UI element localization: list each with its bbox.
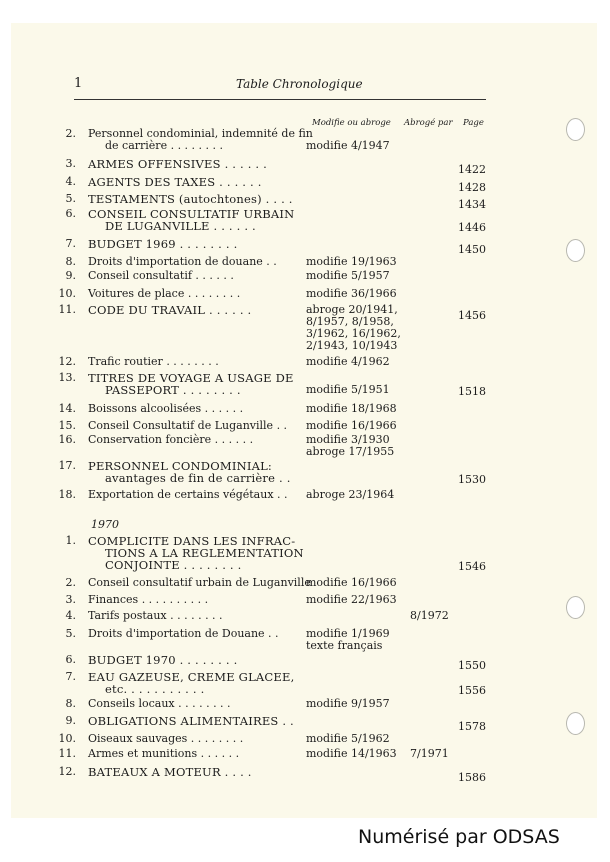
entry-page: 1546 <box>458 560 486 573</box>
entry-title: Voitures de place . . . . . . . . <box>88 287 241 300</box>
entry-page: 1518 <box>458 385 486 398</box>
entry-number: 10. <box>58 732 76 745</box>
entry-number: 3. <box>65 157 76 170</box>
entry-title: avantages de fin de carrière . . <box>105 471 291 485</box>
entry-title: Droits d'importation de douane . . <box>88 255 277 268</box>
entry-title: de carrière . . . . . . . . <box>105 139 224 152</box>
header-rule <box>74 99 486 100</box>
entry-title: AGENTS DES TAXES . . . . . . <box>88 175 262 189</box>
entry-title: Conseils locaux . . . . . . . . <box>88 697 231 710</box>
punch-hole-icon <box>566 118 585 141</box>
entry-number: 11. <box>58 303 76 316</box>
entry-number: 12. <box>58 765 76 778</box>
entry-title: Conservation foncière . . . . . . <box>88 433 254 446</box>
entry-title: TITRES DE VOYAGE A USAGE DE <box>88 371 294 385</box>
year-heading: 1970 <box>91 518 119 531</box>
entry-title: etc. . . . . . . . . . . <box>105 682 205 696</box>
entry-number: 6. <box>65 653 76 666</box>
entry-title: Conseil consultatif . . . . . . <box>88 269 234 282</box>
entry-page: 1450 <box>458 243 486 256</box>
entry-modified: abroge 17/1955 <box>306 445 395 458</box>
punch-hole-icon <box>566 239 585 262</box>
punch-hole-icon <box>566 596 585 619</box>
entry-title: Finances . . . . . . . . . . <box>88 593 209 606</box>
entry-modified: abroge 23/1964 <box>306 488 395 501</box>
entry-page: 1446 <box>458 221 486 234</box>
column-header-repealed: Abrogé par <box>404 118 453 128</box>
entry-title: CODE DU TRAVAIL . . . . . . <box>88 303 252 317</box>
entry-number: 2. <box>65 127 76 140</box>
entry-title: OBLIGATIONS ALIMENTAIRES . . <box>88 714 294 728</box>
entry-page: 1428 <box>458 181 486 194</box>
entry-title: EAU GAZEUSE, CREME GLACEE, <box>88 670 295 684</box>
entry-number: 7. <box>65 237 76 250</box>
entry-title: TESTAMENTS (autochtones) . . . . <box>88 192 293 206</box>
entry-number: 1. <box>65 534 76 547</box>
column-header-page: Page <box>463 118 484 128</box>
entry-page: 1550 <box>458 659 486 672</box>
entry-page: 1578 <box>458 720 486 733</box>
punch-hole-icon <box>566 712 585 735</box>
entry-title: Exportation de certains végétaux . . <box>88 488 288 501</box>
entry-number: 8. <box>65 255 76 268</box>
entry-modified: abroge 20/1941, <box>306 303 398 316</box>
entry-title: PERSONNEL CONDOMINIAL: <box>88 459 272 473</box>
entry-modified: modifie 9/1957 <box>306 697 390 710</box>
entry-title: Conseil Consultatif de Luganville . . <box>88 419 288 432</box>
entry-number: 3. <box>65 593 76 606</box>
entry-number: 4. <box>65 175 76 188</box>
entry-modified: 2/1943, 10/1943 <box>306 339 398 352</box>
entry-title: Conseil consultatif urbain de Luganville <box>88 576 311 589</box>
entry-number: 6. <box>65 207 76 220</box>
entry-title: Oiseaux sauvages . . . . . . . . <box>88 732 244 745</box>
entry-page: 1434 <box>458 198 486 211</box>
entry-number: 4. <box>65 609 76 622</box>
entry-number: 16. <box>58 433 76 446</box>
entry-modified: modifie 4/1962 <box>306 355 390 368</box>
entry-modified: modifie 19/1963 <box>306 255 397 268</box>
entry-modified: modifie 5/1957 <box>306 269 390 282</box>
entry-title: PASSEPORT . . . . . . . . <box>105 383 241 397</box>
entry-number: 9. <box>65 714 76 727</box>
entry-number: 5. <box>65 192 76 205</box>
entry-number: 2. <box>65 576 76 589</box>
entry-title: CONSEIL CONSULTATIF URBAIN <box>88 207 295 221</box>
entry-modified: 3/1962, 16/1962, <box>306 327 401 340</box>
entry-modified: modifie 22/1963 <box>306 593 397 606</box>
entry-title: Armes et munitions . . . . . . <box>88 747 240 760</box>
entry-modified: 8/1957, 8/1958, <box>306 315 394 328</box>
entry-number: 10. <box>58 287 76 300</box>
entry-number: 13. <box>58 371 76 384</box>
entry-modified: modifie 4/1947 <box>306 139 390 152</box>
digitization-credit: Numérisé par ODSAS <box>358 826 560 848</box>
entry-number: 15. <box>58 419 76 432</box>
entry-number: 18. <box>58 488 76 501</box>
entry-title: Tarifs postaux . . . . . . . . <box>88 609 223 622</box>
entry-title: Personnel condominial, indemnité de fin <box>88 127 313 140</box>
column-header-modified: Modifie ou abroge <box>312 118 391 128</box>
entry-modified: modifie 3/1930 <box>306 433 390 446</box>
entry-modified: modifie 16/1966 <box>306 576 397 589</box>
entry-title: BUDGET 1970 . . . . . . . . <box>88 653 238 667</box>
entry-repealed: 7/1971 <box>410 747 449 760</box>
entry-modified: modifie 14/1963 <box>306 747 397 760</box>
entry-title: BATEAUX A MOTEUR . . . . <box>88 765 252 779</box>
entry-number: 17. <box>58 459 76 472</box>
entry-title: DE LUGANVILLE . . . . . . <box>105 219 256 233</box>
entry-modified: modifie 18/1968 <box>306 402 397 415</box>
entry-modified: modifie 1/1969 <box>306 627 390 640</box>
entry-modified: modifie 5/1951 <box>306 383 390 396</box>
entry-number: 8. <box>65 697 76 710</box>
running-title: Table Chronologique <box>236 77 363 91</box>
entry-title: Droits d'importation de Douane . . <box>88 627 279 640</box>
entry-number: 11. <box>58 747 76 760</box>
entry-title: Boissons alcoolisées . . . . . . <box>88 402 244 415</box>
entry-title: TIONS A LA REGLEMENTATION <box>105 546 304 560</box>
entry-repealed: 8/1972 <box>410 609 449 622</box>
entry-page: 1556 <box>458 684 486 697</box>
page-number: 1 <box>74 76 83 91</box>
entry-page: 1586 <box>458 771 486 784</box>
entry-modified: modifie 36/1966 <box>306 287 397 300</box>
entry-number: 7. <box>65 670 76 683</box>
entry-title: Trafic routier . . . . . . . . <box>88 355 219 368</box>
entry-modified: texte français <box>306 639 383 652</box>
entry-title: ARMES OFFENSIVES . . . . . . <box>88 157 267 171</box>
entry-title: CONJOINTE . . . . . . . . <box>105 558 242 572</box>
entry-title: COMPLICITE DANS LES INFRAC- <box>88 534 296 548</box>
entry-number: 5. <box>65 627 76 640</box>
entry-number: 14. <box>58 402 76 415</box>
entry-number: 12. <box>58 355 76 368</box>
entry-modified: modifie 5/1962 <box>306 732 390 745</box>
entry-modified: modifie 16/1966 <box>306 419 397 432</box>
entry-number: 9. <box>65 269 76 282</box>
entry-page: 1530 <box>458 473 486 486</box>
entry-title: BUDGET 1969 . . . . . . . . <box>88 237 238 251</box>
entry-page: 1456 <box>458 309 486 322</box>
entry-page: 1422 <box>458 163 486 176</box>
